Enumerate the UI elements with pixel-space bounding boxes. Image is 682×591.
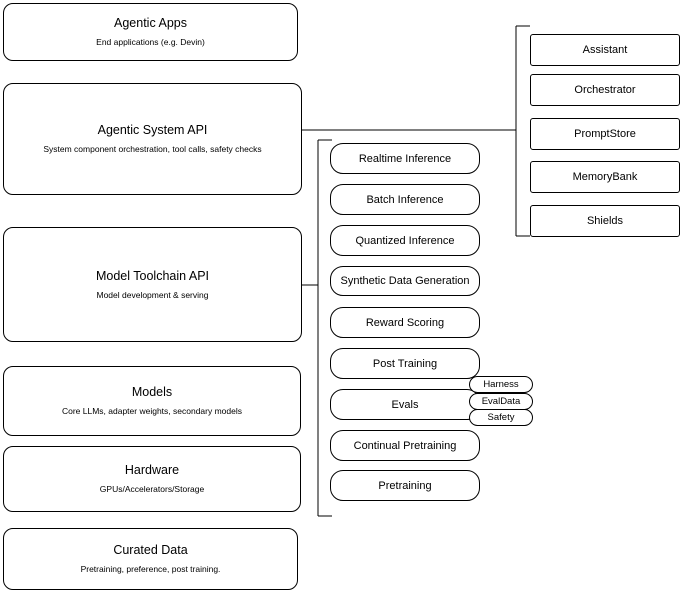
node-label: Realtime Inference — [358, 152, 452, 165]
node-label: Synthetic Data Generation — [340, 275, 470, 287]
agentic-memorybank[interactable] — [530, 161, 680, 193]
node-label: Shields — [586, 215, 624, 227]
toolchain-synthetic-data-generation[interactable] — [330, 266, 480, 296]
toolchain-pretraining[interactable] — [330, 470, 480, 501]
node-label: Reward Scoring — [365, 316, 445, 329]
node-label: Quantized Inference — [355, 234, 455, 247]
layer-model-toolchain-api[interactable] — [3, 227, 302, 342]
layer-subtitle: Model development & serving — [96, 289, 209, 300]
node-label: Harness — [483, 379, 519, 390]
layer-title: Agentic System API — [97, 123, 208, 137]
node-label: Continual Pretraining — [353, 439, 457, 452]
layer-subtitle: Core LLMs, adapter weights, secondary models — [61, 406, 242, 416]
layer-subtitle: End applications (e.g. Devin) — [96, 37, 205, 47]
toolchain-reward-scoring[interactable] — [330, 307, 480, 338]
layer-agentic-apps[interactable] — [3, 3, 298, 61]
toolchain-realtime-inference[interactable] — [330, 143, 480, 174]
layer-models[interactable] — [3, 366, 301, 436]
node-label: Post Training — [372, 357, 438, 370]
agentic-promptstore[interactable] — [530, 118, 680, 150]
agentic-shields[interactable] — [530, 205, 680, 237]
layer-curated-data[interactable] — [3, 528, 298, 590]
toolchain-continual-pretraining[interactable] — [330, 430, 480, 461]
layer-hardware[interactable] — [3, 446, 301, 512]
node-label: MemoryBank — [572, 171, 638, 183]
agentic-orchestrator[interactable] — [530, 74, 680, 106]
node-label: Orchestrator — [574, 84, 636, 96]
node-label: Batch Inference — [366, 193, 444, 206]
layer-title: Hardware — [124, 463, 180, 477]
toolchain-quantized-inference[interactable] — [330, 225, 480, 256]
node-label: Safety — [487, 412, 515, 423]
layer-title: Agentic Apps — [114, 16, 187, 30]
evals-safety[interactable] — [469, 409, 533, 426]
evals-harness[interactable] — [469, 376, 533, 393]
layer-title: Model Toolchain API — [95, 268, 210, 283]
agentic-assistant[interactable] — [530, 34, 680, 66]
toolchain-evals[interactable] — [330, 389, 480, 420]
layer-subtitle: System component orchestration, tool calls, safety checks — [43, 144, 262, 154]
layer-title: Curated Data — [113, 543, 188, 557]
layer-agentic-system-api[interactable] — [3, 83, 302, 195]
toolchain-post-training[interactable] — [330, 348, 480, 379]
evals-evaldata[interactable] — [469, 393, 533, 410]
node-label: PromptStore — [574, 128, 636, 140]
layer-subtitle: Pretraining, preference, post training. — [80, 564, 221, 574]
node-label: Evals — [391, 398, 419, 411]
layer-subtitle: GPUs/Accelerators/Storage — [99, 484, 205, 494]
layer-title: Models — [131, 385, 173, 399]
toolchain-batch-inference[interactable] — [330, 184, 480, 215]
node-label: EvalData — [481, 396, 521, 407]
node-label: Pretraining — [378, 479, 432, 492]
node-label: Assistant — [582, 44, 628, 56]
